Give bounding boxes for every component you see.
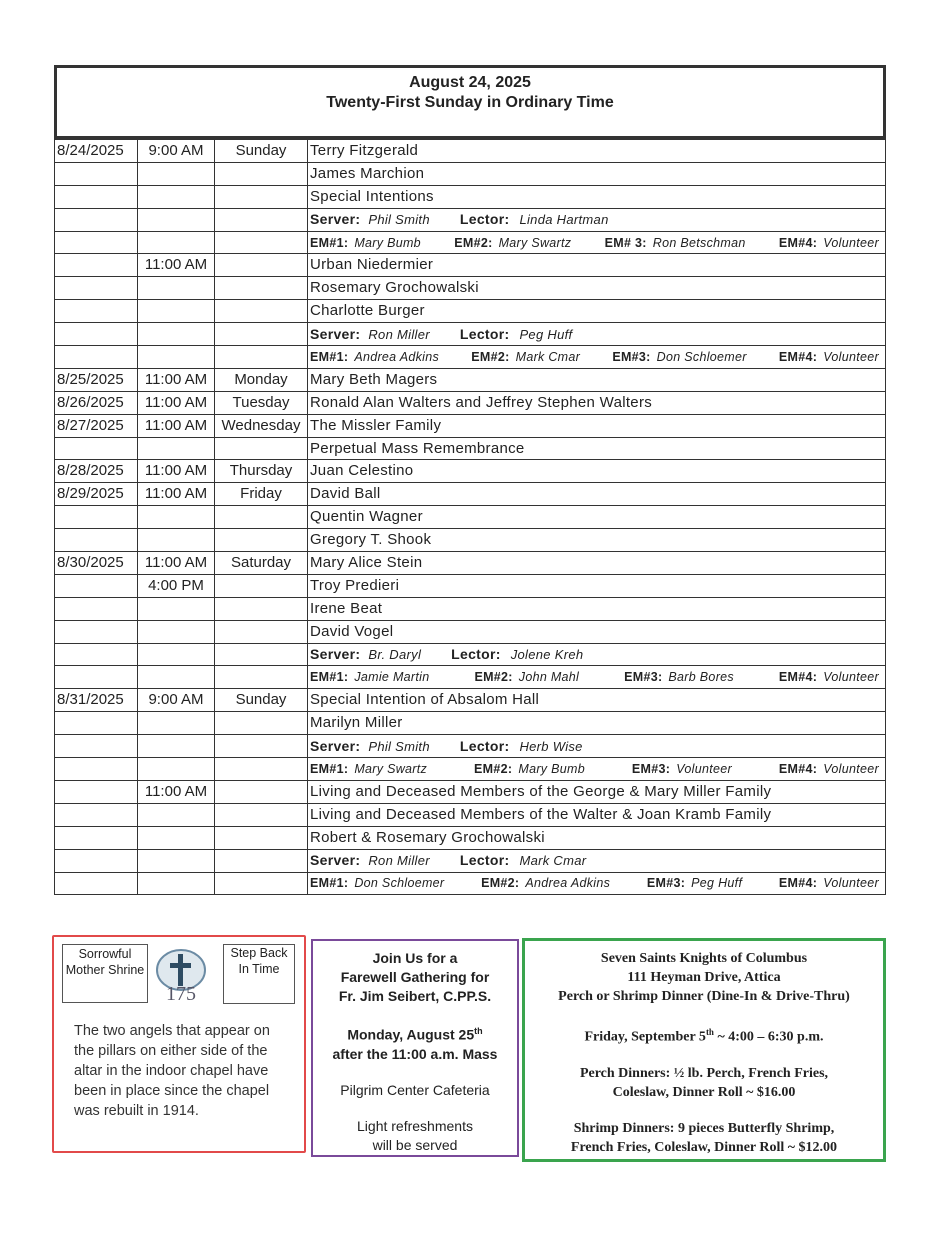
em-label: EM#2: [471,349,510,364]
lector-name: Linda Hartman [519,212,609,228]
server-name: Br. Daryl [368,647,422,663]
farewell-line1: Join Us for a [372,950,458,966]
schedule-row [55,185,886,208]
shrine-body: The two angels that appear on the pillars on either side of the altar in the indoor chapel have been in place since the chapel was rebuilt in 1914. [74,1023,270,1119]
farewell-line3: Fr. Jim Seibert, C.PP.S. [338,988,492,1004]
schedule-row [55,231,886,254]
mass-time [138,803,215,826]
mass-day [215,780,308,803]
mass-intention: Terry Fitzgerald [308,140,886,163]
server-name: Phil Smith [368,212,430,228]
lector-name: Peg Huff [519,326,573,342]
em-slot [310,873,444,893]
mass-day: Sunday [215,140,308,163]
mass-time [138,597,215,620]
mass-intention: Robert & Rosemary Grochowalski [308,826,886,849]
mass-date [55,185,138,208]
em-slot [779,667,879,687]
server-name: Ron Miller [368,853,430,869]
mass-date [55,780,138,803]
kofc-shrimp1: Shrimp Dinners: 9 pieces Butterfly Shrimp, [573,1120,835,1136]
mass-date: 8/29/2025 [55,483,138,506]
shrine-label: Sorrowful Mother Shrine [62,944,148,1003]
mass-date [55,666,138,689]
mass-time: 11:00 AM [138,254,215,277]
ministers-line [308,849,886,872]
mass-intention: Mary Alice Stein [308,552,886,575]
mass-intention: Living and Deceased Members of the Walter & Joan Kramb Family [308,803,886,826]
mass-date: 8/25/2025 [55,368,138,391]
mass-time: 11:00 AM [138,552,215,575]
mass-time [138,231,215,254]
schedule-row [55,529,886,552]
mass-intention: Charlotte Burger [308,300,886,323]
schedule-row [55,460,886,483]
mass-day [215,529,308,552]
em-slot [310,347,439,367]
mass-date [55,208,138,231]
em-name: Volunteer [676,761,732,776]
em-slot [474,759,585,779]
mass-time: 11:00 AM [138,483,215,506]
em-label: EM#2: [474,761,513,776]
em-slot [779,759,879,779]
kofc-perch2: Coleslaw, Dinner Roll ~ $16.00 [612,1084,796,1100]
mass-day [215,277,308,300]
mass-intention: Special Intention of Absalom Hall [308,689,886,712]
schedule-row [55,277,886,300]
mass-intention: Rosemary Grochowalski [308,277,886,300]
mass-intention: Quentin Wagner [308,506,886,529]
schedule-row [55,872,886,895]
mass-day: Saturday [215,552,308,575]
mass-intention [308,346,886,369]
schedule-row [55,758,886,781]
mass-date [55,323,138,346]
mass-day [215,231,308,254]
em-line [310,873,883,893]
schedule-row [55,597,886,620]
em-slot [779,347,879,367]
mass-day [215,506,308,529]
bulletin-header [54,65,886,139]
mass-day [215,872,308,895]
schedule-row [55,162,886,185]
kofc-l3: Perch or Shrimp Dinner (Dine-In & Drive-Thru) [558,989,850,1004]
mass-day: Tuesday [215,391,308,414]
em-slot [454,233,571,253]
mass-intention: Perpetual Mass Remembrance [308,437,886,460]
em-name: Mark Cmar [515,349,581,364]
em-slot [481,873,610,893]
lector-label: Lector: [451,646,501,663]
em-name: Barb Bores [668,670,734,685]
em-label: EM#1: [310,349,349,364]
mass-time [138,300,215,323]
em-label: EM# 3: [604,235,647,250]
em-name: Volunteer [823,761,879,776]
schedule-row [55,437,886,460]
kofc-l2: 111 Heyman Drive, Attica [627,970,781,985]
em-label: EM#3: [612,349,651,364]
lector-label: Lector: [459,211,510,228]
kofc-box [522,938,886,1162]
mass-date: 8/30/2025 [55,552,138,575]
em-line [310,759,883,779]
server-label: Server: [310,737,361,754]
mass-day [215,323,308,346]
ministers-line [308,208,886,231]
schedule-row [55,368,886,391]
lector-name: Herb Wise [519,738,583,754]
server-label: Server: [310,852,361,869]
mass-day [215,597,308,620]
mass-intention: Living and Deceased Members of the George & Mary Miller Family [308,780,886,803]
em-slot [471,347,580,367]
mass-intention: Juan Celestino [308,460,886,483]
schedule-row [55,574,886,597]
schedule-row [55,140,886,163]
mass-date [55,437,138,460]
mass-date: 8/31/2025 [55,689,138,712]
mass-intention [308,872,886,895]
em-line [310,347,883,367]
mass-time [138,620,215,643]
em-name: Mary Bumb [354,235,421,250]
mass-date: 8/27/2025 [55,414,138,437]
em-label: EM#3: [646,876,686,891]
em-label: EM#4: [778,349,818,364]
mass-date [55,574,138,597]
schedule-row [55,208,886,231]
mass-day [215,300,308,323]
em-label: EM#4: [778,235,818,250]
em-label: EM#1: [310,761,349,776]
schedule-row [55,254,886,277]
mass-intention: David Vogel [308,620,886,643]
schedule-row [55,780,886,803]
em-name: Andrea Adkins [354,349,440,364]
mass-time [138,437,215,460]
mass-time [138,849,215,872]
em-label: EM#3: [631,761,671,776]
em-line [310,667,883,687]
mass-time: 4:00 PM [138,574,215,597]
mass-day: Friday [215,483,308,506]
anniversary-cross-logo-icon [150,946,212,1002]
mass-date [55,826,138,849]
mass-intention: Ronald Alan Walters and Jeffrey Stephen Walters [308,391,886,414]
lector-name: Jolene Kreh [510,647,584,663]
em-label: EM#4: [778,876,818,891]
em-label: EM#4: [778,761,818,776]
farewell-refresh1: Light refreshments [357,1117,473,1134]
em-name: Volunteer [823,349,879,364]
schedule-row [55,689,886,712]
kofc-perch1: Perch Dinners: ½ lb. Perch, French Fries, [579,1065,829,1081]
mass-date [55,735,138,758]
mass-date [55,506,138,529]
mass-time: 11:00 AM [138,780,215,803]
em-name: Volunteer [823,670,879,685]
em-slot [612,347,746,367]
farewell-location: Pilgrim Center Cafeteria [340,1081,490,1098]
em-label: EM#4: [778,670,818,685]
mass-day [215,346,308,369]
mass-day [215,803,308,826]
schedule-row [55,620,886,643]
schedule-row [55,300,886,323]
mass-time: 11:00 AM [138,368,215,391]
mass-day [215,208,308,231]
bulletin-title: Twenty-First Sunday in Ordinary Time [326,94,614,111]
mass-time: 9:00 AM [138,689,215,712]
em-name: Don Schloemer [656,349,747,364]
lector-label: Lector: [459,852,510,869]
em-line [310,233,883,253]
mass-date: 8/28/2025 [55,460,138,483]
mass-date [55,712,138,735]
mass-date [55,277,138,300]
mass-day: Sunday [215,689,308,712]
em-name: Peg Huff [691,876,743,891]
mass-intention: David Ball [308,483,886,506]
mass-date [55,803,138,826]
mass-time [138,162,215,185]
em-name: Ron Betschman [652,235,746,250]
em-name: Volunteer [823,235,879,250]
mass-date [55,346,138,369]
farewell-time: after the 11:00 a.m. Mass [332,1045,498,1062]
mass-date [55,620,138,643]
mass-intention: James Marchion [308,162,886,185]
em-slot [779,873,879,893]
mass-day [215,437,308,460]
lector-name: Mark Cmar [519,853,587,869]
bulletin-date: August 24, 2025 [409,74,531,91]
em-label: EM#2: [481,876,520,891]
em-slot [310,233,421,253]
kofc-date: Friday, September 5th ~ 4:00 – 6:30 p.m. [584,1027,824,1045]
mass-intention [308,666,886,689]
mass-day [215,254,308,277]
em-label: EM#2: [454,235,493,250]
mass-intention: Marilyn Miller [308,712,886,735]
step-back-label: Step Back In Time [223,944,295,1004]
mass-time [138,872,215,895]
mass-day [215,712,308,735]
em-slot [310,667,429,687]
schedule-row [55,346,886,369]
schedule-row [55,391,886,414]
mass-time: 11:00 AM [138,460,215,483]
em-label: EM#3: [624,670,663,685]
em-name: John Mahl [518,670,580,685]
em-slot [779,233,879,253]
mass-intention: Irene Beat [308,597,886,620]
mass-date [55,231,138,254]
mass-date: 8/24/2025 [55,140,138,163]
em-label: EM#1: [310,876,349,891]
mass-time [138,712,215,735]
em-slot [647,873,742,893]
mass-time [138,826,215,849]
schedule-row [55,483,886,506]
em-name: Mary Swartz [354,761,428,776]
farewell-date: Monday, August 25th [347,1026,483,1043]
mass-intention: Gregory T. Shook [308,529,886,552]
farewell-box [311,939,519,1157]
mass-day: Monday [215,368,308,391]
em-slot [310,759,427,779]
em-name: Jamie Martin [354,670,430,685]
mass-time: 11:00 AM [138,414,215,437]
server-label: Server: [310,325,361,342]
em-slot [605,233,746,253]
mass-date [55,162,138,185]
mass-date [55,597,138,620]
mass-date: 8/26/2025 [55,391,138,414]
mass-day [215,185,308,208]
mass-time: 9:00 AM [138,140,215,163]
schedule-row [55,712,886,735]
schedule-row [55,803,886,826]
mass-time [138,529,215,552]
mass-schedule-table [54,139,886,895]
mass-day: Wednesday [215,414,308,437]
mass-time [138,208,215,231]
kofc-shrimp2: French Fries, Coleslaw, Dinner Roll ~ $12.00 [570,1139,838,1155]
schedule-row [55,323,886,346]
mass-day [215,826,308,849]
mass-time [138,277,215,300]
schedule-row [55,849,886,872]
server-label: Server: [310,646,361,663]
mass-intention: The Missler Family [308,414,886,437]
mass-date [55,300,138,323]
mass-day [215,849,308,872]
shrine-box [52,935,306,1153]
mass-date [55,529,138,552]
mass-date [55,254,138,277]
mass-date [55,758,138,781]
logo-number: 175 [166,983,196,1002]
em-name: Don Schloemer [354,876,445,891]
mass-time [138,735,215,758]
em-name: Andrea Adkins [525,876,611,891]
server-name: Phil Smith [368,738,430,754]
lector-label: Lector: [459,737,510,754]
mass-day [215,162,308,185]
mass-intention [308,758,886,781]
farewell-line2: Farewell Gathering for [340,969,490,985]
farewell-refresh2: will be served [372,1136,458,1153]
schedule-row [55,826,886,849]
em-slot [624,667,734,687]
ministers-line [308,735,886,758]
mass-time [138,346,215,369]
schedule-row [55,643,886,666]
mass-day [215,574,308,597]
em-label: EM#1: [310,235,349,250]
lector-label: Lector: [459,325,510,342]
em-label: EM#2: [474,670,513,685]
mass-date [55,872,138,895]
mass-time [138,666,215,689]
server-label: Server: [310,211,361,228]
schedule-row [55,414,886,437]
mass-day [215,643,308,666]
mass-intention: Special Intentions [308,185,886,208]
mass-day [215,666,308,689]
em-slot [474,667,579,687]
ministers-line [308,323,886,346]
em-name: Mary Bumb [518,761,585,776]
server-name: Ron Miller [368,326,430,342]
mass-date [55,849,138,872]
mass-day [215,758,308,781]
kofc-l1: Seven Saints Knights of Columbus [600,951,808,966]
mass-intention [308,231,886,254]
mass-time [138,323,215,346]
em-name: Volunteer [823,876,879,891]
mass-day [215,620,308,643]
em-label: EM#1: [310,670,349,685]
em-slot [632,759,732,779]
mass-time [138,506,215,529]
mass-time [138,185,215,208]
schedule-row [55,666,886,689]
mass-time [138,758,215,781]
mass-intention: Troy Predieri [308,574,886,597]
mass-date [55,643,138,666]
em-name: Mary Swartz [498,235,572,250]
mass-day [215,735,308,758]
mass-intention: Urban Niedermier [308,254,886,277]
mass-intention: Mary Beth Magers [308,368,886,391]
mass-day: Thursday [215,460,308,483]
schedule-row [55,735,886,758]
mass-time [138,643,215,666]
schedule-row [55,506,886,529]
ministers-line [308,643,886,666]
mass-time: 11:00 AM [138,391,215,414]
schedule-row [55,552,886,575]
